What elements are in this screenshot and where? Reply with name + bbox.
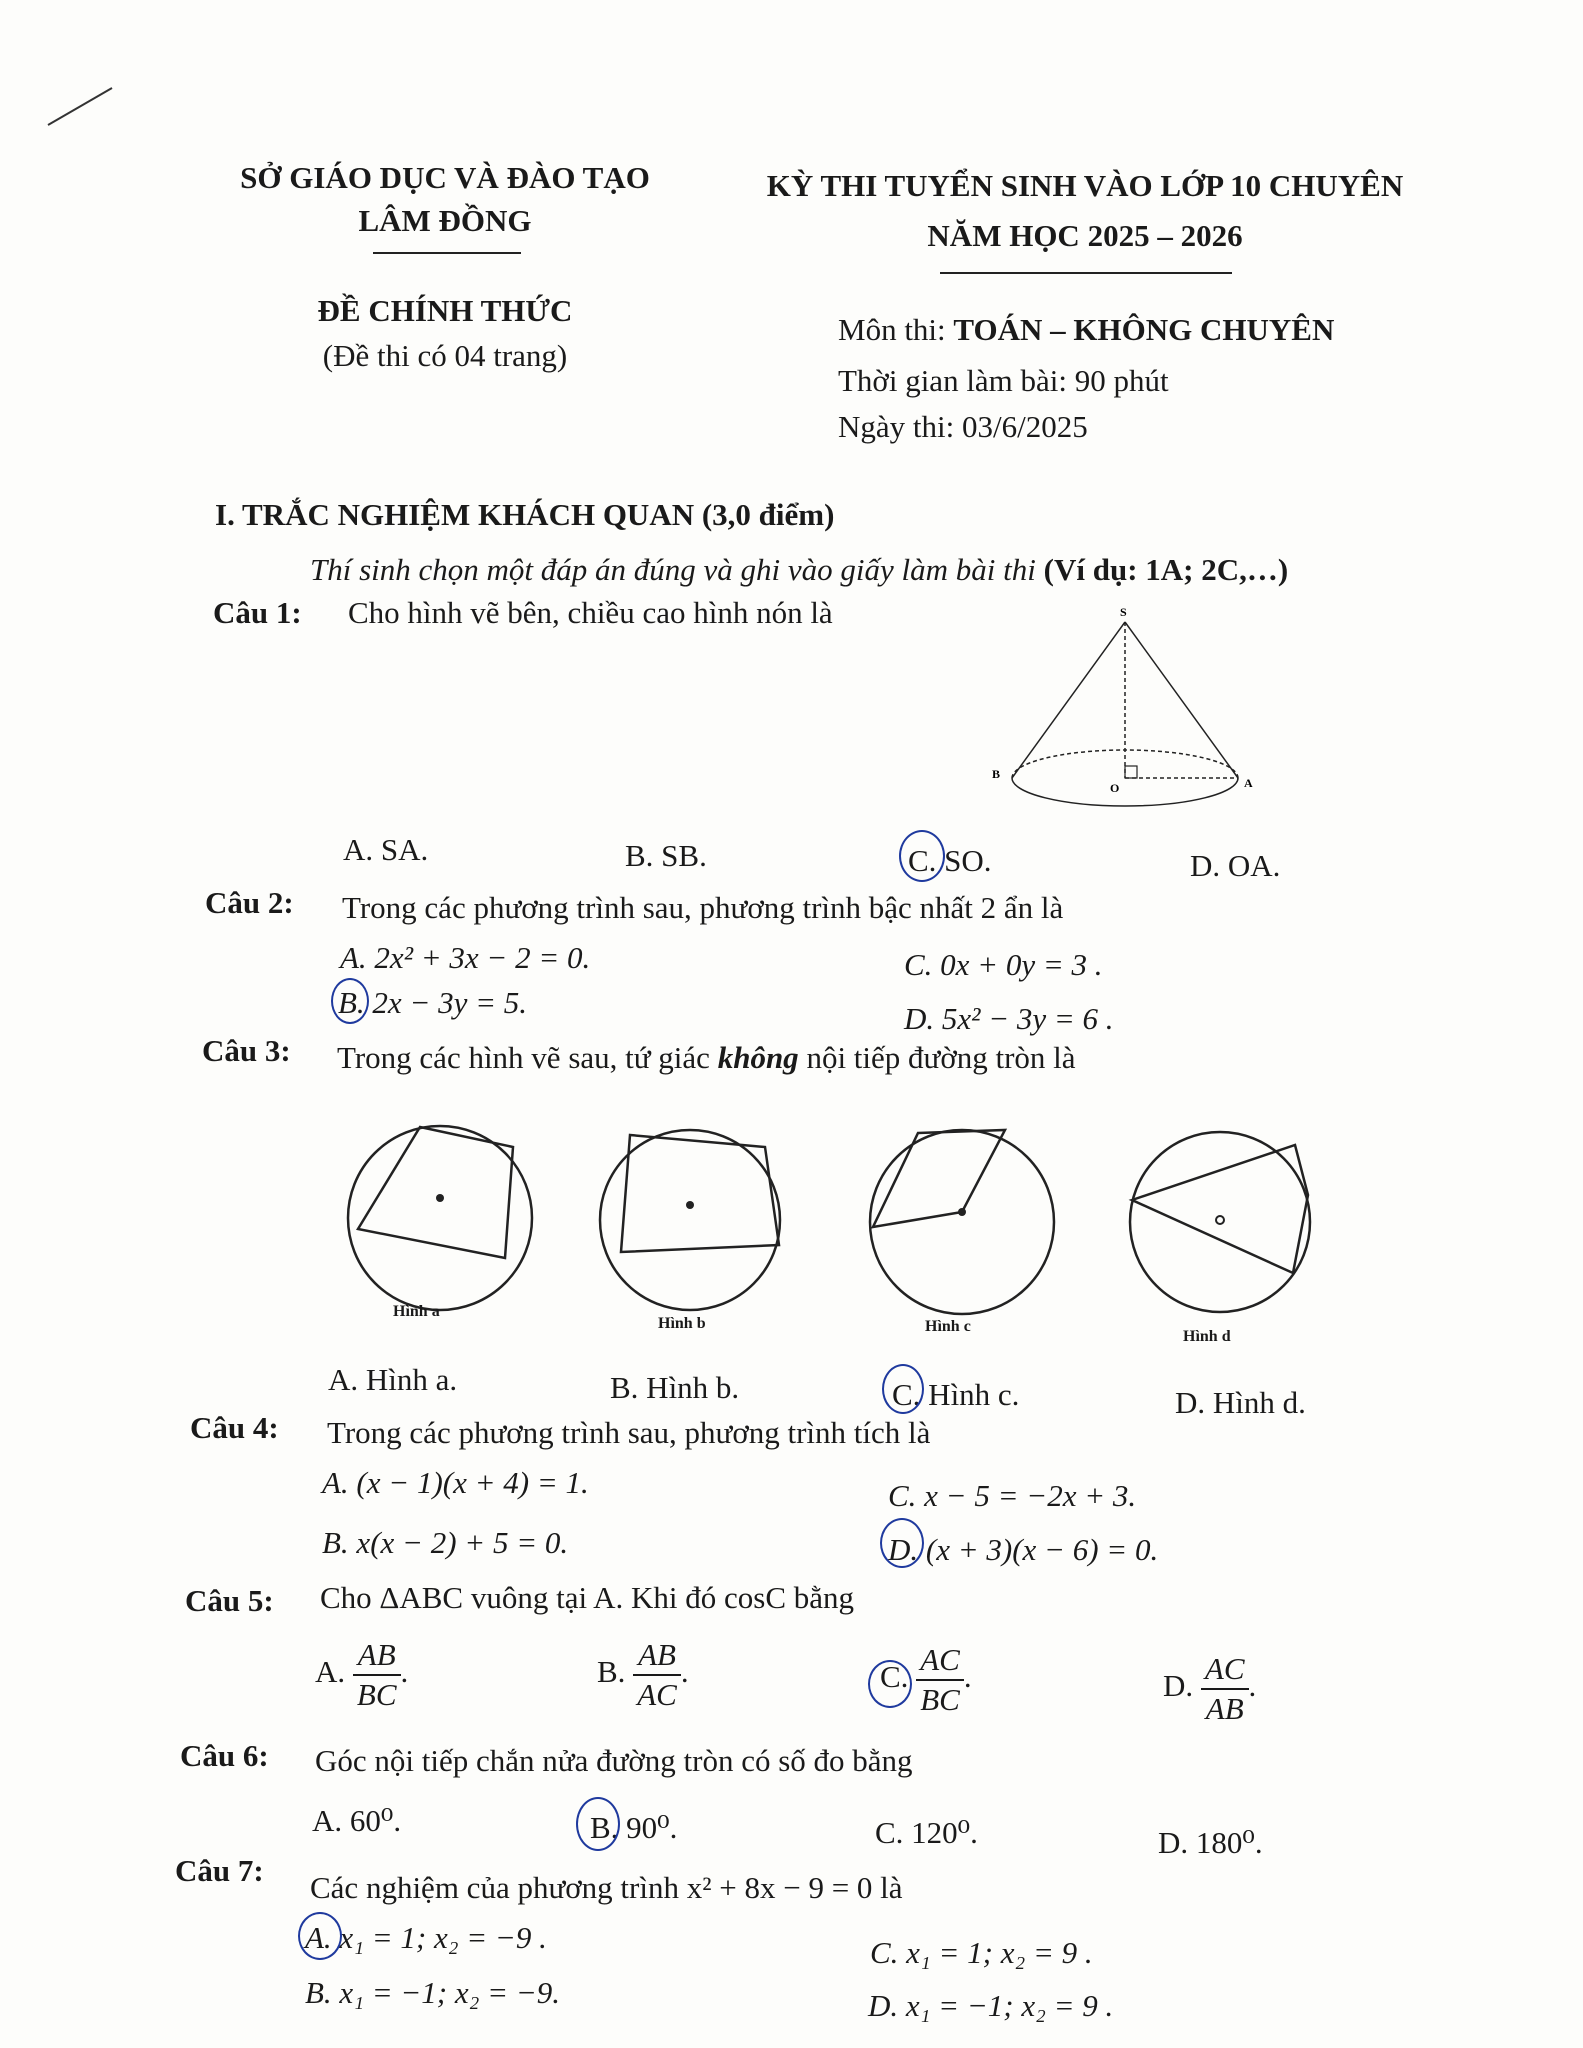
q5-option-c-letter: C. — [880, 1659, 909, 1695]
q6-number: Câu 6: — [180, 1738, 269, 1773]
q3-option-a: A. Hình a. — [328, 1362, 458, 1397]
q3-number: Câu 3: — [202, 1033, 291, 1068]
q2-answer-circle — [331, 978, 369, 1024]
exam-title: KỲ THI TUYỂN SINH VÀO LỚP 10 CHUYÊN — [766, 168, 1404, 203]
pen-stroke — [40, 80, 120, 130]
q1-number: Câu 1: — [213, 595, 302, 630]
left-header-rule — [373, 252, 521, 254]
right-header-rule — [940, 272, 1232, 274]
duration: Thời gian làm bài: 90 phút — [838, 363, 1169, 398]
cone-label-b: B — [992, 767, 1001, 781]
q1-option-d: D. OA. — [1190, 848, 1281, 883]
q1-option-c: C. SO. — [908, 843, 992, 878]
province-name: LÂM ĐỒNG — [358, 203, 532, 238]
q5-option-d-denominator: AB — [1205, 1691, 1244, 1726]
q5-option-c-denominator: BC — [920, 1682, 960, 1717]
q7-option-d: D. x₁ = −1; x₂ = 9 . — [868, 1988, 1114, 2023]
q5-option-c-fraction — [916, 1641, 964, 1719]
figure-a — [348, 1126, 532, 1310]
q6-option-a: A. 60⁰. — [312, 1803, 402, 1838]
q4-option-d: D. (x + 3)(x − 6) = 0. — [888, 1532, 1159, 1567]
q4-number: Câu 4: — [190, 1410, 279, 1445]
q4-answer-circle — [880, 1518, 924, 1568]
q5-option-b-fraction — [633, 1636, 681, 1714]
q2-text: Trong các phương trình sau, phương trình bậc nhất 2 ẩn là — [342, 890, 1064, 925]
q5-option-b-letter: B. — [597, 1654, 626, 1690]
cone-label-s: S — [1120, 605, 1127, 619]
q1-option-b: B. SB. — [625, 838, 707, 873]
q4-text: Trong các phương trình sau, phương trình tích là — [327, 1415, 931, 1450]
q5-option-a-letter: A. — [315, 1654, 346, 1690]
q5-option-b-numerator: AB — [633, 1636, 681, 1676]
q3-answer-circle — [882, 1364, 924, 1414]
official-label: ĐỀ CHÍNH THỨC — [317, 293, 573, 328]
q1-answer-circle — [899, 830, 945, 882]
q1-option-a: A. SA. — [343, 832, 429, 867]
q4-option-a: A. (x − 1)(x + 4) = 1. — [322, 1465, 589, 1500]
subject-line — [838, 312, 1334, 348]
figure-c-label: Hình c — [925, 1318, 971, 1335]
figure-d — [1130, 1132, 1310, 1312]
department-name: SỞ GIÁO DỤC VÀ ĐÀO TẠO — [240, 160, 650, 195]
q2-option-c: C. 0x + 0y = 3 . — [904, 947, 1103, 982]
q5-option-c-numerator: AC — [916, 1641, 964, 1681]
q6-option-d: D. 180⁰. — [1158, 1825, 1263, 1860]
q5-answer-circle — [868, 1660, 912, 1708]
quadrilateral-figures — [345, 1105, 1345, 1355]
q5-number: Câu 5: — [185, 1583, 274, 1618]
q3-option-b: B. Hình b. — [610, 1370, 740, 1405]
section-title: I. TRẮC NGHIỆM KHÁCH QUAN (3,0 điểm) — [215, 497, 835, 532]
q2-option-d: D. 5x² − 3y = 6 . — [904, 1001, 1114, 1036]
q5-option-a: A. $\frac{AB}{BC}$ . — [315, 1637, 409, 1712]
q2-option-b: B. 2x − 3y = 5. — [338, 985, 528, 1020]
instruction-text: Thí sinh chọn một đáp án đúng và ghi vào giấy làm bài thi — [310, 552, 1044, 587]
q6-option-c: C. 120⁰. — [875, 1815, 978, 1850]
q3-text — [337, 1040, 1076, 1076]
q5-text: Cho ΔABC vuông tại A. Khi đó cosC bằng — [320, 1580, 855, 1615]
q5-option-c: C. $\frac{AC}{BC}$ . — [880, 1642, 972, 1717]
section-instruction — [310, 552, 1288, 588]
q5-option-d: D. $\frac{AC}{AB}$ . — [1163, 1651, 1257, 1726]
q5-option-a-denominator: BC — [356, 1677, 397, 1712]
cone-label-o: O — [1110, 781, 1120, 795]
q5-option-d-numerator: AC — [1201, 1650, 1249, 1690]
q7-answer-circle — [298, 1912, 342, 1960]
q2-option-a: A. 2x² + 3x − 2 = 0. — [340, 940, 591, 975]
q7-option-b: B. x₁ = −1; x₂ = −9. — [305, 1975, 561, 2010]
exam-date: Ngày thi: 03/6/2025 — [838, 409, 1088, 444]
cone-label-a: A — [1244, 776, 1253, 790]
q7-text: Các nghiệm của phương trình x² + 8x − 9 = 0 là — [310, 1870, 903, 1905]
q5-option-a-numerator: AB — [353, 1636, 401, 1676]
q3-text-post: nội tiếp đường tròn là — [798, 1040, 1076, 1075]
figure-b-label: Hình b — [658, 1315, 706, 1332]
q7-number: Câu 7: — [175, 1853, 264, 1888]
q5-option-a-fraction — [353, 1636, 401, 1714]
q5-option-d-letter: D. — [1163, 1668, 1194, 1704]
q6-answer-circle — [576, 1797, 620, 1851]
cone-figure — [980, 600, 1270, 820]
figure-b — [600, 1130, 780, 1310]
q3-option-c: C. Hình c. — [892, 1377, 1020, 1412]
q7-option-c: C. x₁ = 1; x₂ = 9 . — [870, 1935, 1093, 1970]
q5-option-b-denominator: AC — [637, 1677, 677, 1712]
instruction-example: (Ví dụ: 1A; 2C,…) — [1043, 552, 1289, 587]
subject-value: TOÁN – KHÔNG CHUYÊN — [953, 312, 1335, 347]
q6-option-b: B. 90⁰. — [590, 1810, 678, 1845]
q5-option-d-fraction — [1201, 1650, 1249, 1728]
q3-text-pre: Trong các hình vẽ sau, tứ giác — [337, 1040, 718, 1075]
q3-option-d: D. Hình d. — [1175, 1385, 1306, 1420]
subject-label: Môn thi: — [838, 312, 954, 347]
q1-text: Cho hình vẽ bên, chiều cao hình nón là — [348, 595, 833, 630]
q4-option-b: B. x(x − 2) + 5 = 0. — [322, 1525, 569, 1560]
figure-c — [870, 1130, 1054, 1314]
q5-option-b: B. $\frac{AB}{AC}$ . — [597, 1637, 689, 1712]
q4-option-c: C. x − 5 = −2x + 3. — [888, 1478, 1137, 1513]
school-year: NĂM HỌC 2025 – 2026 — [927, 218, 1243, 253]
figure-d-label: Hình d — [1183, 1328, 1231, 1345]
q2-number: Câu 2: — [205, 885, 294, 920]
figure-a-label: Hình a — [393, 1303, 440, 1320]
q7-option-a: A. x₁ = 1; x₂ = −9 . — [305, 1920, 547, 1955]
q3-text-emphasis: không — [717, 1040, 799, 1075]
q6-text: Góc nội tiếp chắn nửa đường tròn có số đo bằng — [315, 1743, 913, 1778]
pages-note: (Đề thi có 04 trang) — [322, 338, 568, 373]
